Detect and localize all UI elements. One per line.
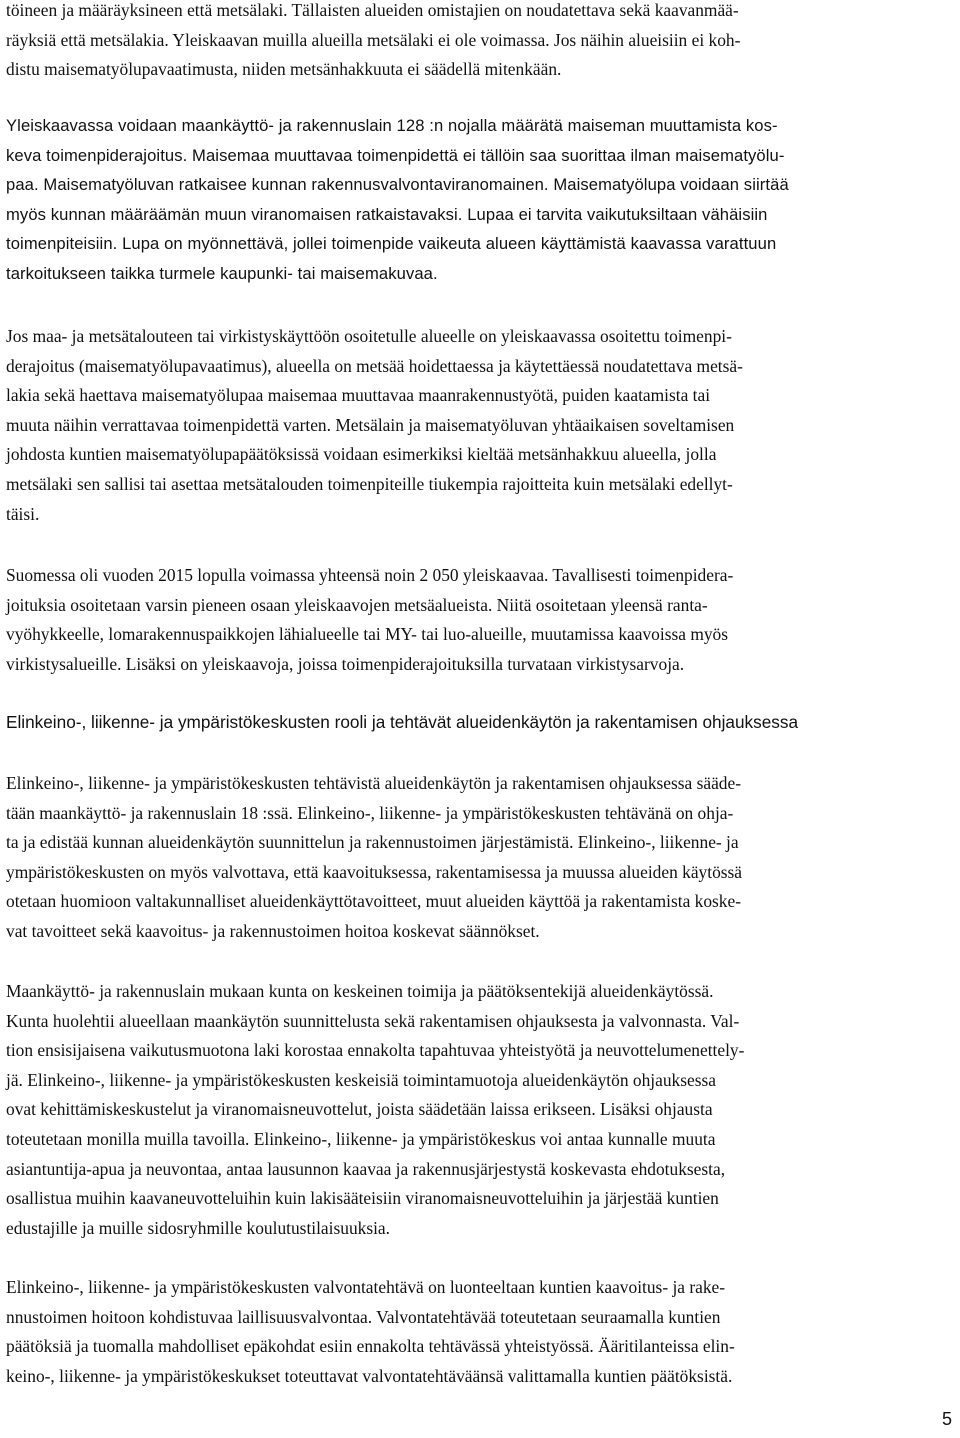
text-line: toteutetaan monilla muilla tavoilla. Elinkeino-, liikenne- ja ympäristökeskus voi antaa kunnalle muuta [6,1128,716,1149]
text-line: edustajille ja muille sidosryhmille koulutustilaisuuksia. [6,1217,391,1238]
text-line: nnustoimen hoitoon kohdistuvaa laillisuusvalvontaa. Valvontatehtävää toteutetaan seuraamalla kuntien [6,1306,721,1327]
text-line: tion ensisijaisena vaikutusmuotona laki korostaa ennakolta tapahtuvaa yhteistyötä ja neuvottelumenettely- [6,1040,745,1061]
paragraph-toimenpiderajoitus [6,111,954,289]
text-line: osallistua muihin kaavaneuvotteluihin kuin lakisääteisiin viranomaisneuvotteluihin ja järjestää kuntien [6,1188,719,1209]
text-line: ta ja edistää kunnan alueidenkäytön suunnittelun ja rakennustoimen järjestämistä. Elinkeino-, liikenne- ja [6,832,739,853]
paragraph-ely-tehtavat [6,769,954,947]
text-line: Elinkeino-, liikenne- ja ympäristökeskusten valvontatehtävä on luonteeltaan kuntien kaavoitus- ja rake- [6,1277,726,1297]
text-line: jä. Elinkeino-, liikenne- ja ympäristökeskusten keskeisiä toimintamuotoja alueidenkäytön ohjauksessa [6,1069,716,1090]
text-line: tarkoitukseen taikka turmele kaupunki- tai maisemakuvaa. [6,263,438,283]
text-line: päätöksiä ja tuomalla mahdolliset epäkohdat esiin ennakolta tehtävässä yhteistyössä. Ääritilanteissa elin- [6,1336,735,1357]
text-line: vyöhykkeelle, lomarakennuspaikkojen lähialueelle tai MY- tai luo-alueille, muutamissa kaavoissa myös [6,624,728,645]
text-line: lakia sekä haettava maisematyölupaa maisemaa muuttavaa maanrakennustyötä, puiden kaatamista tai [6,385,711,406]
text-line: metsälaki sen sallisi tai asettaa metsätalouden toimenpiteille tiukempia rajoitteita kuin metsälaki edellyt- [6,473,733,494]
paragraph-laillisuusvalvonta [6,1273,954,1391]
text-line: ovat kehittämiskeskustelut ja viranomaisneuvottelut, joista säädetään laissa erikseen. Lisäksi ohjausta [6,1099,713,1120]
text-line: Elinkeino-, liikenne- ja ympäristökeskusten tehtävistä alueidenkäytön ja rakentamisen ohjauksessa sääde- [6,773,742,793]
text-line: keva toimenpiderajoitus. Maisemaa muuttavaa toimenpidettä ei tällöin saa suorittaa ilman maisematyölu- [6,145,785,165]
text-line: täisi. [6,503,40,524]
text-line: otetaan huomioon valtakunnalliset alueidenkäyttötavoitteet, muut alueiden käyttöä ja rakentamista koske- [6,891,742,912]
text-line: vat tavoitteet sekä kaavoitus- ja rakennustoimen hoitoa koskevat säännökset. [6,920,540,941]
text-line: Maankäyttö- ja rakennuslain mukaan kunta on keskeinen toimija ja päätöksentekijä alueidenkäytössä. [6,981,714,1001]
text-line: muuta näihin verrattavaa toimenpidettä varten. Metsälain ja maisematyöluvan yhtäaikaisen soveltamisen [6,414,735,435]
text-line: distu maisematyölupavaatimusta, niiden metsänhakkuuta ei säädellä mitenkään. [6,59,562,80]
paragraph-kunta-toimija [6,977,954,1243]
text-line: töineen ja määräyksineen että metsälaki. Tällaisten alueiden omistajien on noudatettava sekä kaavanmää- [6,0,739,20]
text-line: räyksiä että metsälakia. Yleiskaavan muilla alueilla metsälaki ei ole voimassa. Jos näihin alueisiin ei koh- [6,29,741,50]
text-line: joituksia osoitetaan varsin pieneen osaan yleiskaavojen metsäalueista. Niitä osoitetaan yleensä ranta- [6,594,708,615]
text-line: toimenpiteisiin. Lupa on myönnettävä, jollei toimenpide vaikeuta alueen käyttämistä kaavassa varattuun [6,234,777,254]
text-line: Kunta huolehtii alueellaan maankäytön suunnittelusta sekä rakentamisen ohjauksesta ja valvonnasta. Val- [6,1010,740,1031]
text-line: derajoitus (maisematyölupavaatimus), alueella on metsää hoidettaessa ja käytettäessä noudatettava metsä- [6,355,743,376]
paragraph-maisematyolupa-metsalaki [6,322,954,529]
text-line: virkistysalueille. Lisäksi on yleiskaavoja, joissa toimenpiderajoituksilla turvataan virkistysarvoja. [6,653,685,674]
text-line: asiantuntija-apua ja neuvontaa, antaa lausunnon kaavaa ja rakennusjärjestystä koskevasta ehdotuksesta, [6,1158,726,1179]
text-line: ympäristökeskusten on myös valvottava, että kaavoituksessa, rakentamisessa ja muussa alueiden käytössä [6,861,743,882]
text-line: keino-, liikenne- ja ympäristökeskukset toteuttavat valvontatehtäväänsä valittamalla kuntien päätöksistä. [6,1365,733,1386]
text-line: Jos maa- ja metsätalouteen tai virkistyskäyttöön osoitetulle alueelle on yleiskaavassa osoitettu toimenpi- [6,326,732,346]
section-heading: Elinkeino-, liikenne- ja ympäristökeskusten rooli ja tehtävät alueidenkäytön ja rakentamisen ohjauksessa [6,712,799,732]
text-line: johdosta kuntien maisematyölupapäätöksissä voidaan esimerkiksi kieltää metsänhakkuu alueella, jolla [6,444,717,465]
page-number: 5 [941,1409,952,1429]
paragraph-yleiskaavat-2015 [6,561,954,679]
text-line: paa. Maisematyöluvan ratkaisee kunnan rakennusvalvontaviranomainen. Maisematyölupa voidaan siirtää [6,175,789,195]
text-line: tään maankäyttö- ja rakennuslain 18 :ssä. Elinkeino-, liikenne- ja ympäristökeskusten tehtävänä on ohja- [6,802,734,823]
text-line: myös kunnan määräämän muun viranomaisen ratkaistavaksi. Lupaa ei tarvita vaikutuksiltaan vähäisiin [6,204,768,224]
text-line: Suomessa oli vuoden 2015 lopulla voimassa yhteensä noin 2 050 yleiskaavaa. Tavallisesti toimenpidera- [6,565,734,585]
paragraph-metsalaki-voimassaolo [6,0,954,85]
text-line: Yleiskaavassa voidaan maankäyttö- ja rakennuslain 128 :n nojalla määrätä maiseman muuttamista kos- [6,116,778,135]
